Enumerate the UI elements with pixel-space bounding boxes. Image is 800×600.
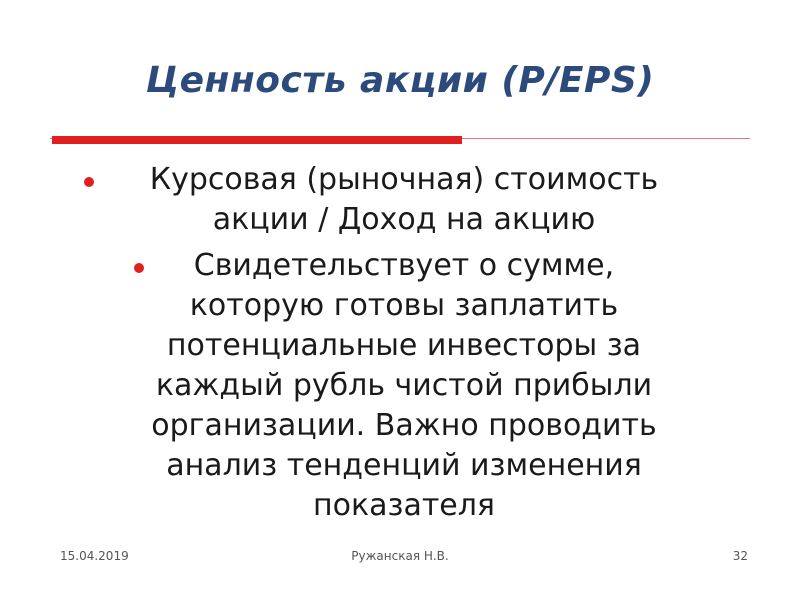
bullet-line: анализ тенденций изменения — [166, 448, 642, 483]
bullet-line: Свидетельствует о сумме, — [193, 248, 615, 283]
bullet-line: Курсовая (рыночная) стоимость — [149, 162, 659, 197]
bullet-line: которую готовы заплатить — [189, 288, 619, 323]
footer-author: Ружанская Н.В. — [351, 549, 449, 563]
bullet-line: каждый рубль чистой прибыли — [155, 368, 653, 403]
bullet-line: акции / Доход на акцию — [212, 202, 596, 237]
bullet-line: потенциальные инвесторы за — [166, 328, 642, 363]
slide-title: Ценность акции (P/EPS) — [145, 60, 655, 101]
bullet-line: показателя — [313, 488, 495, 523]
bullet-item — [64, 160, 744, 240]
bullet-item — [64, 246, 744, 526]
bullet-line: организации. Важно проводить — [151, 408, 657, 443]
bullet-list — [64, 160, 744, 532]
bullet-dot-icon — [84, 177, 94, 187]
page-number: 32 — [732, 549, 748, 563]
footer-date: 15.04.2019 — [60, 549, 129, 563]
title-underline-thick — [52, 136, 462, 144]
bullet-dot-icon — [134, 263, 144, 273]
